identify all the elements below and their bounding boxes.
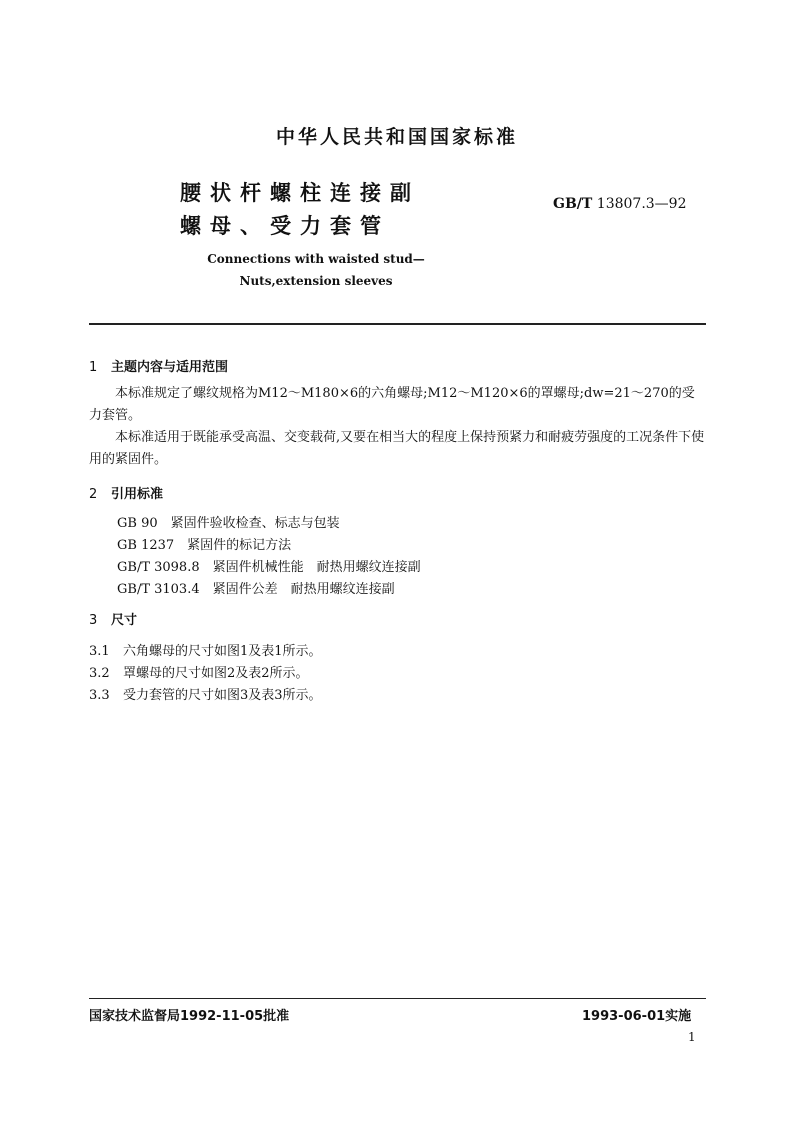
subsection-item — [89, 640, 322, 659]
section-1-paragraph-1: 本标准规定了螺纹规格为M12～M180×6的六角螺母;M12～M120×6的罩螺母;dw=21～270的受力套管。 — [89, 386, 695, 423]
page-number: 1 — [688, 1030, 696, 1044]
chinese-title-line2: 螺母、受力套管 — [180, 214, 390, 238]
section-1-heading — [89, 356, 228, 375]
section-2-heading — [89, 483, 163, 502]
subsection-item — [89, 662, 309, 681]
header-divider — [89, 323, 706, 325]
english-title-line2: Nuts,extension sleeves — [239, 274, 393, 288]
section-1-paragraph-2: 本标准适用于既能承受高温、交变载荷,又要在相当大的程度上保持预紧力和耐疲劳强度的工况条件下使用的紧固件。 — [89, 430, 705, 467]
standard-prefix: GB/T — [553, 196, 593, 212]
approval-date: 国家技术监督局1992-11-05批准 — [89, 1009, 290, 1024]
subsection-text: 罩螺母的尺寸如图2及表2所示。 — [123, 666, 309, 681]
subsection-item — [89, 684, 322, 703]
section-title: 尺寸 — [111, 613, 138, 628]
subsection-number: 3.1 — [89, 644, 110, 659]
section-title: 引用标准 — [111, 487, 164, 502]
footer-divider — [89, 998, 706, 999]
reference-item: GB 1237 紧固件的标记方法 — [117, 538, 292, 553]
subsection-text: 受力套管的尺寸如图3及表3所示。 — [123, 688, 322, 703]
section-number: 2 — [89, 487, 98, 502]
section-3-heading — [89, 609, 137, 628]
implementation-date: 1993-06-01实施 — [582, 1009, 692, 1024]
section-title: 主题内容与适用范围 — [111, 360, 229, 375]
subsection-text: 六角螺母的尺寸如图1及表1所示。 — [123, 644, 322, 659]
chinese-title-line1: 腰状杆螺柱连接副 — [180, 181, 420, 205]
national-standard-heading: 中华人民共和国国家标准 — [275, 126, 518, 148]
subsection-number: 3.3 — [89, 688, 110, 703]
subsection-number: 3.2 — [89, 666, 110, 681]
standard-number — [553, 196, 687, 212]
english-title-line1: Connections with waisted stud— — [207, 252, 425, 266]
reference-item: GB/T 3103.4 紧固件公差 耐热用螺纹连接副 — [117, 582, 395, 597]
reference-item: GB 90 紧固件验收检查、标志与包装 — [117, 516, 340, 531]
standard-code: 13807.3—92 — [596, 196, 687, 212]
reference-item: GB/T 3098.8 紧固件机械性能 耐热用螺纹连接副 — [117, 560, 421, 575]
section-number: 1 — [89, 360, 98, 375]
section-number: 3 — [89, 613, 98, 628]
